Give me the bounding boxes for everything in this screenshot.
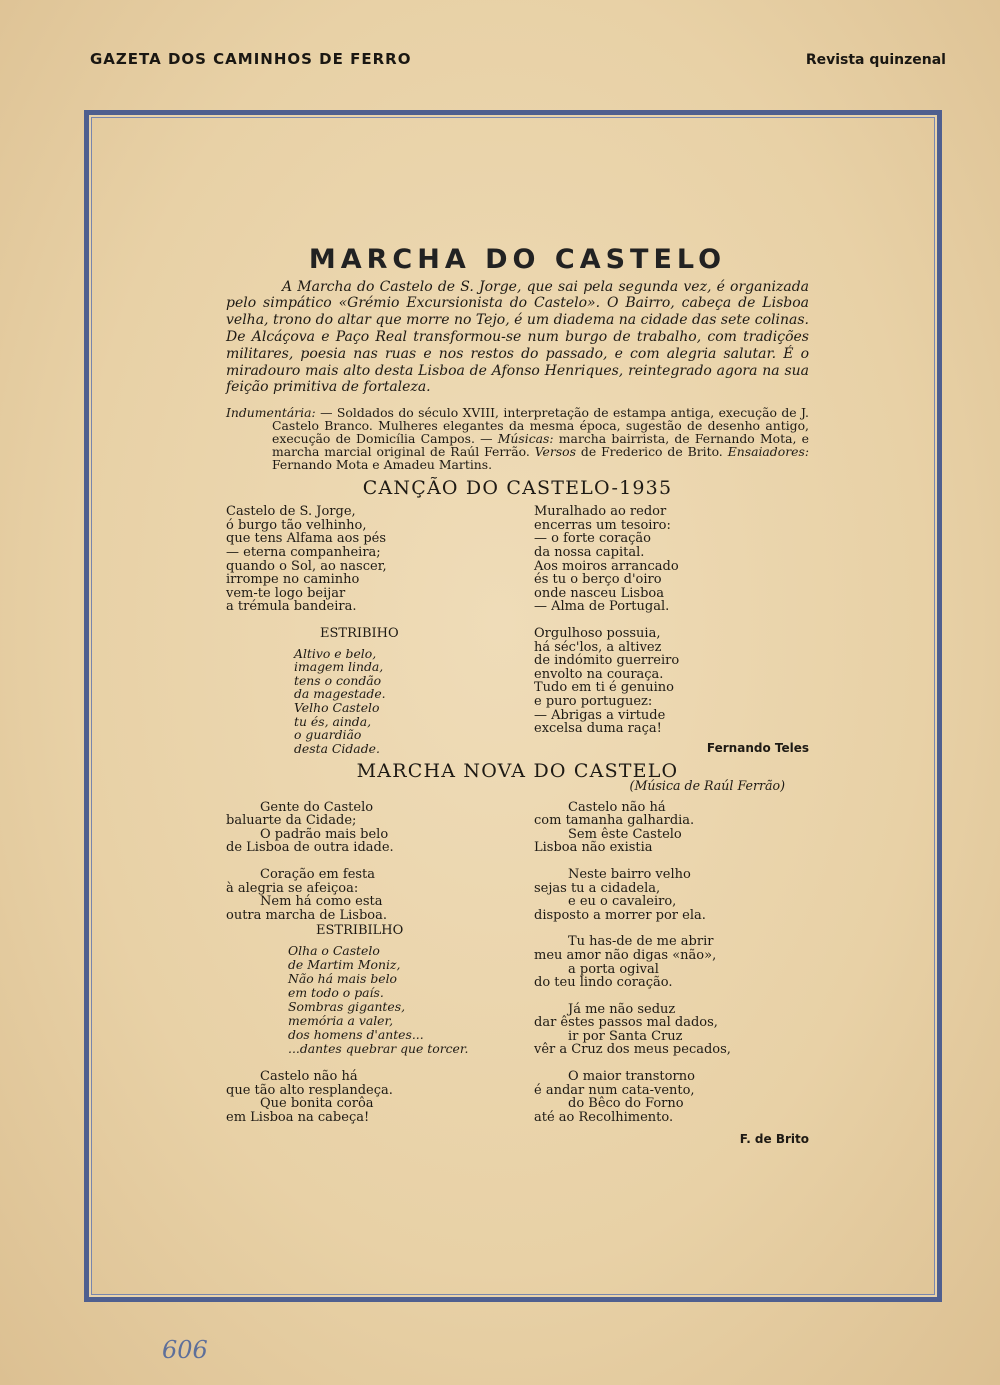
verse-line: Nem há como esta xyxy=(260,894,383,910)
verse-line: Tudo em ti é genuino xyxy=(534,680,674,696)
verse-line: Gente do Castelo xyxy=(260,799,374,815)
credits-label-musicas: Músicas: xyxy=(497,430,554,446)
verse-line: em Lisboa na cabeça! xyxy=(226,1109,370,1125)
verse-line: com tamanha galhardia. xyxy=(534,813,695,829)
verse-line: Castelo não há xyxy=(568,799,666,815)
verse-line: Sombras gigantes, xyxy=(288,998,406,1014)
verse-line: Que bonita corôa xyxy=(260,1096,374,1112)
credits-label-versos: Versos xyxy=(534,443,576,459)
article-intro: A Marcha do Castelo de S. Jorge, que sai pela segunda vez, é organizada pelo simpático «Grémio Excursionista do Castelo». O Bairro, cabeça de Lisboa velha, trono do altar que morre no Tejo, é um diadema na cidade das sete colinas. De Alcáçova e Paço Real transformou-se num burgo de trabalho, com tradições militares, poesia nas ruas e nos restos do passado, e com alegria salutar. É o miradouro mais alto desta Lisboa de Afonso Henriques, reintegrado agora na sua feição primitiva de fortaleza. xyxy=(226,278,809,396)
credits-text-4: Fernando Mota e Amadeu Martins. xyxy=(272,456,493,472)
running-header xyxy=(90,50,946,68)
verse-line: Aos moiros arrancado xyxy=(534,558,679,574)
verse-line: Já me não seduz xyxy=(568,1001,676,1017)
song1-right-column xyxy=(534,505,809,755)
credits-text-1: — Soldados do século XVIII, interpretação de estampa antiga, execução de J. Castelo Branco. Mulheres elegantes da mesma época, sugestão de desenho antigo, execução de Domicília Campos. — xyxy=(272,405,809,446)
song2-music-credit: (Música de Raúl Ferrão) xyxy=(629,777,785,793)
verse-line: irrompe no caminho xyxy=(226,572,360,588)
verse-line: desta Cidade. xyxy=(294,740,380,756)
verse-line: tu és, ainda, xyxy=(294,713,372,729)
verse-line: do Bêco do Forno xyxy=(568,1096,684,1112)
verse-line: Coração em festa xyxy=(260,866,376,882)
verse-line: a trémula bandeira. xyxy=(226,599,357,615)
verse-line: de Lisboa de outra idade. xyxy=(226,840,394,856)
verse-line: que tens Alfama aos pés xyxy=(226,531,386,547)
credits-text-2: marcha bairrista, de Fernando Mota, e marcha marcial original de Raúl Ferrão. xyxy=(272,430,809,459)
verse-line: dar êstes passos mal dados, xyxy=(534,1015,718,1031)
verse-line: outra marcha de Lisboa. xyxy=(226,907,387,923)
verse-line: dos homens d'antes... xyxy=(288,1026,424,1042)
article-credits xyxy=(226,407,809,472)
article-title: MARCHA DO CASTELO xyxy=(308,244,727,275)
song2-author: F. de Brito xyxy=(739,1132,809,1147)
song1-right-stanza-2 xyxy=(534,627,809,736)
song1-author: Fernando Teles xyxy=(706,740,809,755)
song2-left-column xyxy=(226,801,518,1147)
song1-columns xyxy=(226,505,809,755)
verse-line: O maior transtorno xyxy=(568,1069,695,1085)
verse-line: há séc'los, a altivez xyxy=(534,639,662,655)
verse-line: ir por Santa Cruz xyxy=(568,1028,683,1044)
verse-line: de Martim Moniz, xyxy=(288,956,401,972)
verse-line: — o forte coração xyxy=(534,531,651,547)
verse-line: da magestade. xyxy=(294,686,386,702)
song1-title: CANÇÃO DO CASTELO-1935 xyxy=(362,476,673,499)
song1-left-stanza xyxy=(226,505,518,614)
song2-columns xyxy=(226,801,809,1147)
song2-right-stanza-3 xyxy=(534,935,809,989)
verse-line: Lisboa não existia xyxy=(534,840,653,856)
verse-line: quando o Sol, ao nascer, xyxy=(226,558,387,574)
song2-left-stanza-3 xyxy=(226,1070,518,1124)
verse-line: e eu o cavaleiro, xyxy=(568,894,677,910)
verse-line: Orgulhoso possuia, xyxy=(534,626,661,642)
verse-line: imagem linda, xyxy=(294,659,384,675)
verse-line: Olha o Castelo xyxy=(288,942,380,958)
verse-line: de indómito guerreiro xyxy=(534,653,680,669)
verse-line: baluarte da Cidade; xyxy=(226,813,357,829)
verse-line: que tão alto resplandeça. xyxy=(226,1082,393,1098)
verse-line: Castelo de S. Jorge, xyxy=(226,504,356,520)
verse-line: o guardião xyxy=(294,727,362,743)
song2-refrain-heading: ESTRIBILHO xyxy=(316,923,404,939)
verse-line: Castelo não há xyxy=(260,1068,358,1084)
verse-line: és tu o berço d'oiro xyxy=(534,572,662,588)
credits-text-3: de Frederico de Brito. xyxy=(575,443,728,459)
song2-title: MARCHA NOVA DO CASTELO xyxy=(356,760,679,783)
verse-line: e puro portuguez: xyxy=(534,694,653,710)
verse-line: Tu has-de de me abrir xyxy=(568,934,714,950)
credits-label-ensaiadores: Ensaiadores: xyxy=(727,443,809,459)
article-body xyxy=(226,245,809,1147)
verse-line: memória a valer, xyxy=(288,1012,394,1028)
verse-line: Sem êste Castelo xyxy=(568,826,682,842)
verse-line: disposto a morrer por ela. xyxy=(534,907,706,923)
page-number: 606 xyxy=(162,1336,208,1364)
verse-line: envolto na couraça. xyxy=(534,666,664,682)
publication-title: GAZETA DOS CAMINHOS DE FERRO xyxy=(90,50,412,68)
song2-left-stanza-1 xyxy=(226,801,518,855)
verse-line: — Alma de Portugal. xyxy=(534,599,670,615)
verse-line: a porta ogival xyxy=(568,961,659,977)
song2-right-stanza-1 xyxy=(534,801,809,855)
song1-left-column xyxy=(226,505,518,755)
verse-line: meu amor não digas «não», xyxy=(534,947,717,963)
verse-line: à alegria se afeiçoa: xyxy=(226,880,359,896)
verse-line: sejas tu a cidadela, xyxy=(534,880,661,896)
song2-right-stanza-2 xyxy=(534,868,809,922)
verse-line: onde nasceu Lisboa xyxy=(534,585,664,601)
verse-line: — Abrigas a virtude xyxy=(534,707,666,723)
song1-right-stanza-1 xyxy=(534,505,809,614)
verse-line: Altivo e belo, xyxy=(294,645,377,661)
credits-label-indumentaria: Indumentária: xyxy=(226,405,316,421)
song2-right-stanza-5 xyxy=(534,1070,809,1124)
song2-right-stanza-4 xyxy=(534,1003,809,1057)
verse-line: Velho Castelo xyxy=(294,700,380,716)
verse-line: Não há mais belo xyxy=(288,970,398,986)
verse-line: da nossa capital. xyxy=(534,545,645,561)
song2-right-column xyxy=(534,801,809,1147)
verse-line: do teu lindo coração. xyxy=(534,975,673,991)
verse-line: Muralhado ao redor xyxy=(534,504,667,520)
verse-line: ...dantes quebrar que torcer. xyxy=(288,1040,469,1056)
verse-line: vêr a Cruz dos meus pecados, xyxy=(534,1042,731,1058)
verse-line: encerras um tesoiro: xyxy=(534,517,671,533)
verse-line: vem-te logo beijar xyxy=(226,585,346,601)
verse-line: em todo o país. xyxy=(288,984,384,1000)
publication-frequency: Revista quinzenal xyxy=(805,52,946,68)
verse-line: tens o condão xyxy=(294,672,382,688)
song1-refrain xyxy=(226,647,518,756)
verse-line: O padrão mais belo xyxy=(260,826,389,842)
verse-line: — eterna companheira; xyxy=(226,545,381,561)
verse-line: ó burgo tão velhinho, xyxy=(226,517,367,533)
song2-left-stanza-2 xyxy=(226,868,518,922)
verse-line: até ao Recolhimento. xyxy=(534,1109,674,1125)
verse-line: é andar num cata-vento, xyxy=(534,1082,695,1098)
verse-line: excelsa duma raça! xyxy=(534,721,662,737)
verse-line: Neste bairro velho xyxy=(568,866,691,882)
song1-refrain-heading: ESTRIBIHO xyxy=(320,626,399,642)
song2-refrain xyxy=(226,944,518,1056)
